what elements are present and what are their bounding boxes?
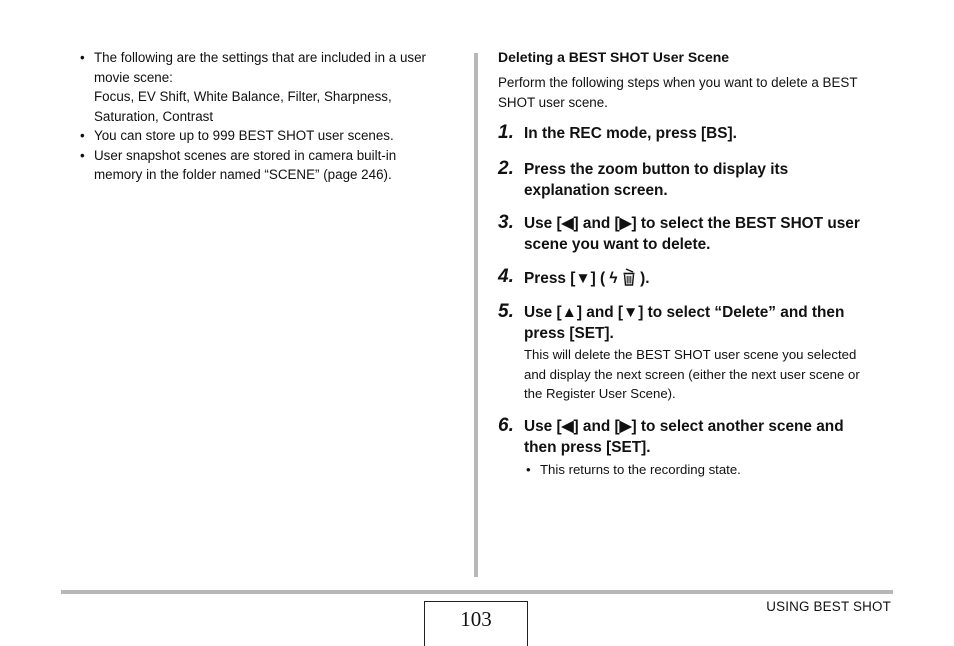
list-item (78, 146, 448, 185)
note-line: and display the next screen (either the next user scene or (524, 366, 860, 382)
intro-text (498, 73, 898, 112)
section-title: Deleting a BEST SHOT User Scene (498, 49, 730, 65)
step-line: Use [◀] and [▶] to select the BEST SHOT user (524, 215, 860, 232)
step-number: 3. (498, 212, 514, 233)
step-3 (498, 214, 898, 255)
running-head: USING BEST SHOT (766, 599, 891, 614)
bullet-line: memory in the folder named “SCENE” (page 246). (94, 167, 392, 182)
note-line: This will delete the BEST SHOT user scene you selected (524, 347, 857, 362)
step-line: Use [◀] and [▶] to select another scene and (524, 418, 844, 435)
step-number: 2. (498, 158, 514, 179)
step-number: 1. (498, 122, 514, 143)
flash-icon: ϟ (609, 270, 618, 287)
intro-line: Perform the following steps when you want to delete a BEST (498, 75, 858, 90)
settings-bullet-list (78, 48, 448, 185)
step-6 (498, 417, 898, 480)
down-arrow-icon: ▼ (623, 304, 639, 321)
right-arrow-icon: ▶ (619, 418, 632, 435)
step-line: scene you want to delete. (524, 235, 711, 253)
bullet-line: • User snapshot scenes are stored in camera built-in (94, 147, 397, 163)
bullet-line: • You can store up to 999 BEST SHOT user scenes. (94, 128, 394, 143)
column-divider (474, 53, 478, 577)
step-2 (498, 160, 898, 201)
step-line: Use [▲] and [▼] to select “Delete” and then (524, 304, 845, 321)
bullet-line: Focus, EV Shift, White Balance, Filter, Sharpness, (94, 89, 392, 104)
note-line: the Register User Scene). (524, 386, 676, 401)
step-line: then press [SET]. (524, 438, 651, 456)
footer-rule (61, 590, 893, 594)
down-arrow-icon: ▼ (575, 270, 591, 287)
right-column (498, 48, 898, 477)
bullet-line: movie scene: (94, 69, 173, 85)
right-arrow-icon: ▶ (619, 215, 632, 232)
up-arrow-icon: ▲ (561, 304, 577, 321)
bullet-line: • The following are the settings that are included in a user (94, 50, 426, 65)
left-column (78, 48, 448, 185)
step-line: In the REC mode, press [BS]. (524, 125, 737, 142)
trash-icon (622, 268, 636, 286)
step-4 (498, 268, 898, 290)
left-arrow-icon: ◀ (561, 215, 574, 232)
step-number: 6. (498, 415, 514, 436)
step-1 (498, 124, 898, 145)
step-line: Press [▼] ( ϟ ). (524, 270, 650, 287)
page-number: 103 (460, 607, 492, 631)
step-line: explanation screen. (524, 181, 668, 199)
left-arrow-icon: ◀ (561, 418, 574, 435)
list-item (78, 126, 448, 146)
step-line: press [SET]. (524, 324, 614, 342)
list-item (78, 48, 448, 126)
step-number: 5. (498, 301, 514, 322)
intro-line: SHOT user scene. (498, 94, 608, 110)
bullet-line: Saturation, Contrast (94, 108, 214, 124)
step-line: Press the zoom button to display its (524, 161, 789, 178)
step-note (524, 345, 898, 404)
step-5 (498, 303, 898, 404)
list-item: • This returns to the recording state. (524, 460, 898, 480)
step-number: 4. (498, 266, 514, 287)
